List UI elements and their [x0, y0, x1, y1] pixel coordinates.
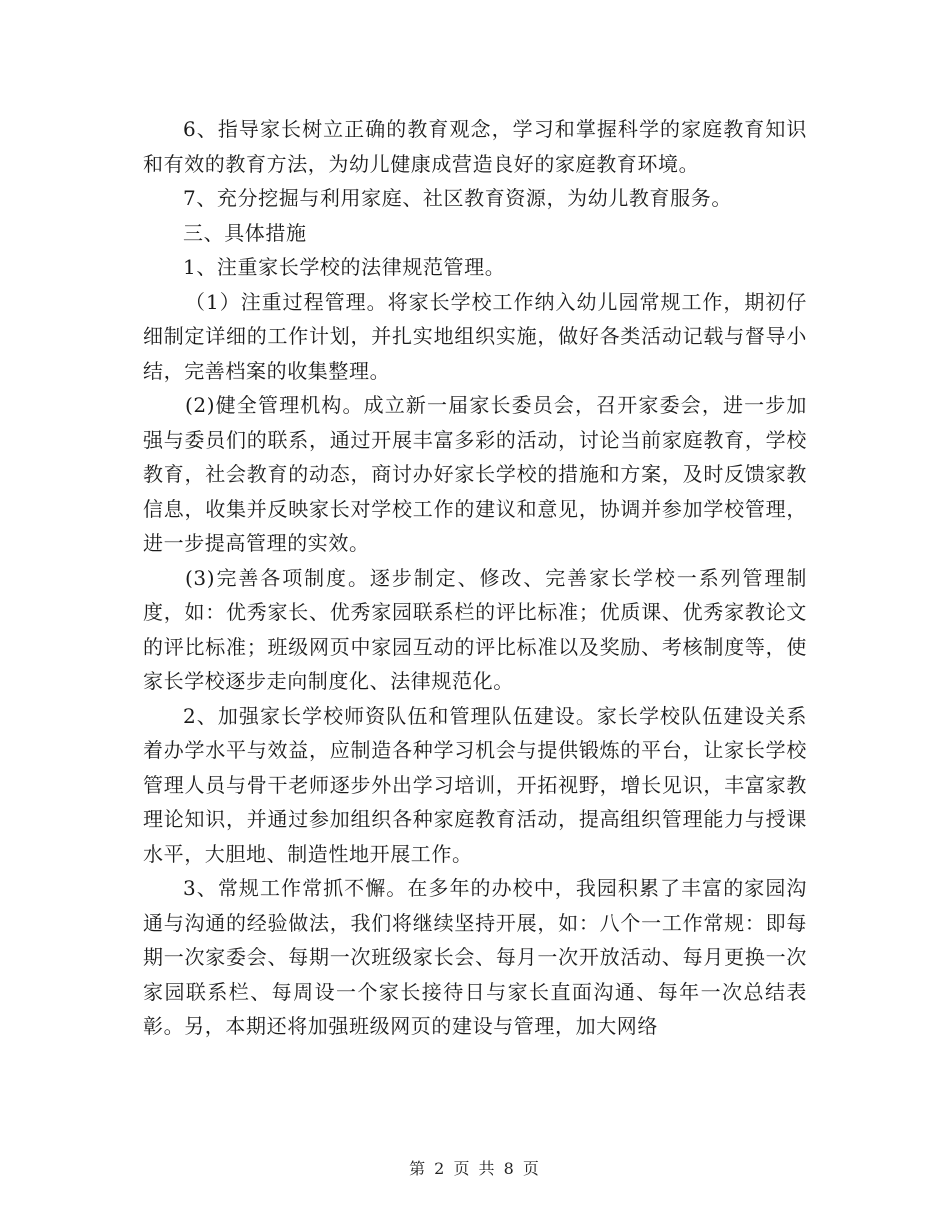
document-body	[143, 112, 807, 1044]
paragraph-measure-1-1: （1）注重过程管理。将家长学校工作纳入幼儿园常规工作，期初仔细制定详细的工作计划，并扎实地组织实施，做好各类活动记载与督导小结，完善档案的收集整理。	[143, 289, 807, 383]
paragraph-measure-1-2: (2)健全管理机构。成立新一届家长委员会，召开家委会，进一步加强与委员们的联系，通过开展丰富多彩的活动，讨论当前家庭教育，学校教育，社会教育的动态，商讨办好家长学校的措施和方案，及时反馈家教信息，收集并反映家长对学校工作的建议和意见，协调并参加学校管理，进一步提高管理的实效。	[143, 393, 807, 555]
page-number-footer: 第 2 页 共 8 页	[409, 1159, 541, 1178]
paragraph-item-6: 6、指导家长树立正确的教育观念，学习和掌握科学的家庭教育知识和有效的教育方法，为幼儿健康成营造良好的家庭教育环境。	[143, 117, 807, 176]
paragraph-measure-2: 2、加强家长学校师资队伍和管理队伍建设。家长学校队伍建设关系着办学水平与效益，应制造各种学习机会与提供锻炼的平台，让家长学校管理人员与骨干老师逐步外出学习培训，开拓视野，增长见识，丰富家教理论知识，并通过参加组织各种家庭教育活动，提高组织管理能力与授课水平，大胆地、制造性地开展工作。	[143, 703, 807, 866]
section-heading-measures: 三、具体措施	[183, 220, 307, 245]
paragraph-measure-3: 3、常规工作常抓不懈。在多年的办校中，我园积累了丰富的家园沟通与沟通的经验做法，我们将继续坚持开展，如：八个一工作常规：即每期一次家委会、每期一次班级家长会、每月一次开放活动、每月更换一次家园联系栏、每周设一个家长接待日与家长直面沟通、每年一次总结表彰。另，本期还将加强班级网页的建设与管理，加大网络	[143, 876, 807, 1038]
paragraph-measure-1: 1、注重家长学校的法律规范管理。	[183, 255, 506, 279]
paragraph-measure-1-3: (3)完善各项制度。逐步制定、修改、完善家长学校一系列管理制度，如：优秀家长、优秀家园联系栏的评比标准；优质课、优秀家教论文的评比标准；班级网页中家园互动的评比标准以及奖励、考核制度等，使家长学校逐步走向制度化、法律规范化。	[143, 565, 807, 693]
paragraph-item-7: 7、充分挖掘与利用家庭、社区教育资源，为幼儿教育服务。	[183, 186, 732, 210]
